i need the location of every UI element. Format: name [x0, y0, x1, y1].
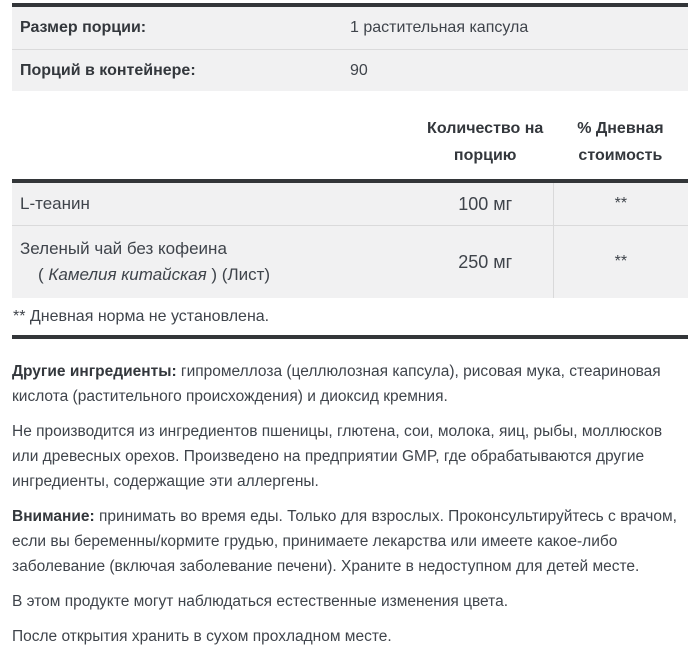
storage-note: После открытия хранить в сухом прохладном месте. — [12, 628, 392, 645]
label-notes — [12, 359, 688, 646]
other-ingredients-text: гипромеллоза (целлюлозная капсула), рисовая мука, стеариновая кислота (растительного происхождения) и диоксид кремния. — [12, 363, 661, 405]
ingredient-amount: 100 мг — [458, 193, 513, 214]
serving-size-row — [12, 7, 688, 49]
header-amount-line2: порцию — [453, 147, 517, 164]
warning-paragraph — [12, 504, 688, 579]
color-change-note: В этом продукте могут наблюдаться естественные изменения цвета. — [12, 593, 509, 610]
ingredient-daily-value: ** — [553, 226, 688, 298]
ingredient-name: L-теанин — [20, 194, 90, 213]
table-row-l-theanine — [12, 183, 688, 225]
facts-table-header — [12, 115, 688, 179]
serving-size-label: Размер порции: — [20, 19, 147, 36]
daily-value-footnote: ** Дневная норма не установлена. — [12, 298, 688, 339]
servings-per-container-label: Порций в контейнере: — [20, 61, 196, 79]
ingredient-daily-value: ** — [553, 183, 688, 225]
servings-per-container-value: 90 — [350, 61, 368, 79]
table-row-green-tea — [12, 225, 688, 298]
ingredient-name-main: Зеленый чай без кофеина — [20, 239, 227, 258]
header-dv-line1: % Дневная — [577, 120, 664, 137]
other-ingredients-paragraph — [12, 359, 688, 409]
ingredient-name-botanical: ( Камелия китайская ) (Лист) — [38, 265, 271, 284]
servings-per-container-row — [12, 49, 688, 91]
other-ingredients-label: Другие ингредиенты: — [12, 363, 177, 380]
ingredient-name — [12, 226, 418, 298]
warning-text: принимать во время еды. Только для взрослых. Проконсультируйтесь с врачом, если вы беременны/кормите грудью, принимаете лекарства или имеете какое-либо заболевание (включая заболевание печени). Храните в недоступном для детей месте. — [12, 508, 677, 575]
ingredient-amount: 250 мг — [458, 251, 513, 272]
header-name-column-spacer — [12, 115, 418, 169]
facts-table-body — [12, 179, 688, 298]
header-amount-line1: Количество на — [427, 120, 544, 137]
allergen-paragraph: Не производится из ингредиентов пшеницы, глютена, сои, молока, яиц, рыбы, моллюсков или древесных орехов. Произведено на предприятии GMP, где обрабатываются другие ингредиенты, содержащие эти аллергены. — [12, 423, 663, 490]
serving-info-table — [12, 3, 688, 91]
botanical-name-italic: Камелия китайская — [48, 265, 207, 284]
header-amount-per-serving — [418, 115, 553, 169]
header-daily-value — [553, 115, 688, 169]
header-dv-line2: стоимость — [578, 147, 663, 164]
serving-size-value: 1 растительная капсула — [350, 19, 529, 36]
warning-label: Внимание: — [12, 508, 95, 525]
